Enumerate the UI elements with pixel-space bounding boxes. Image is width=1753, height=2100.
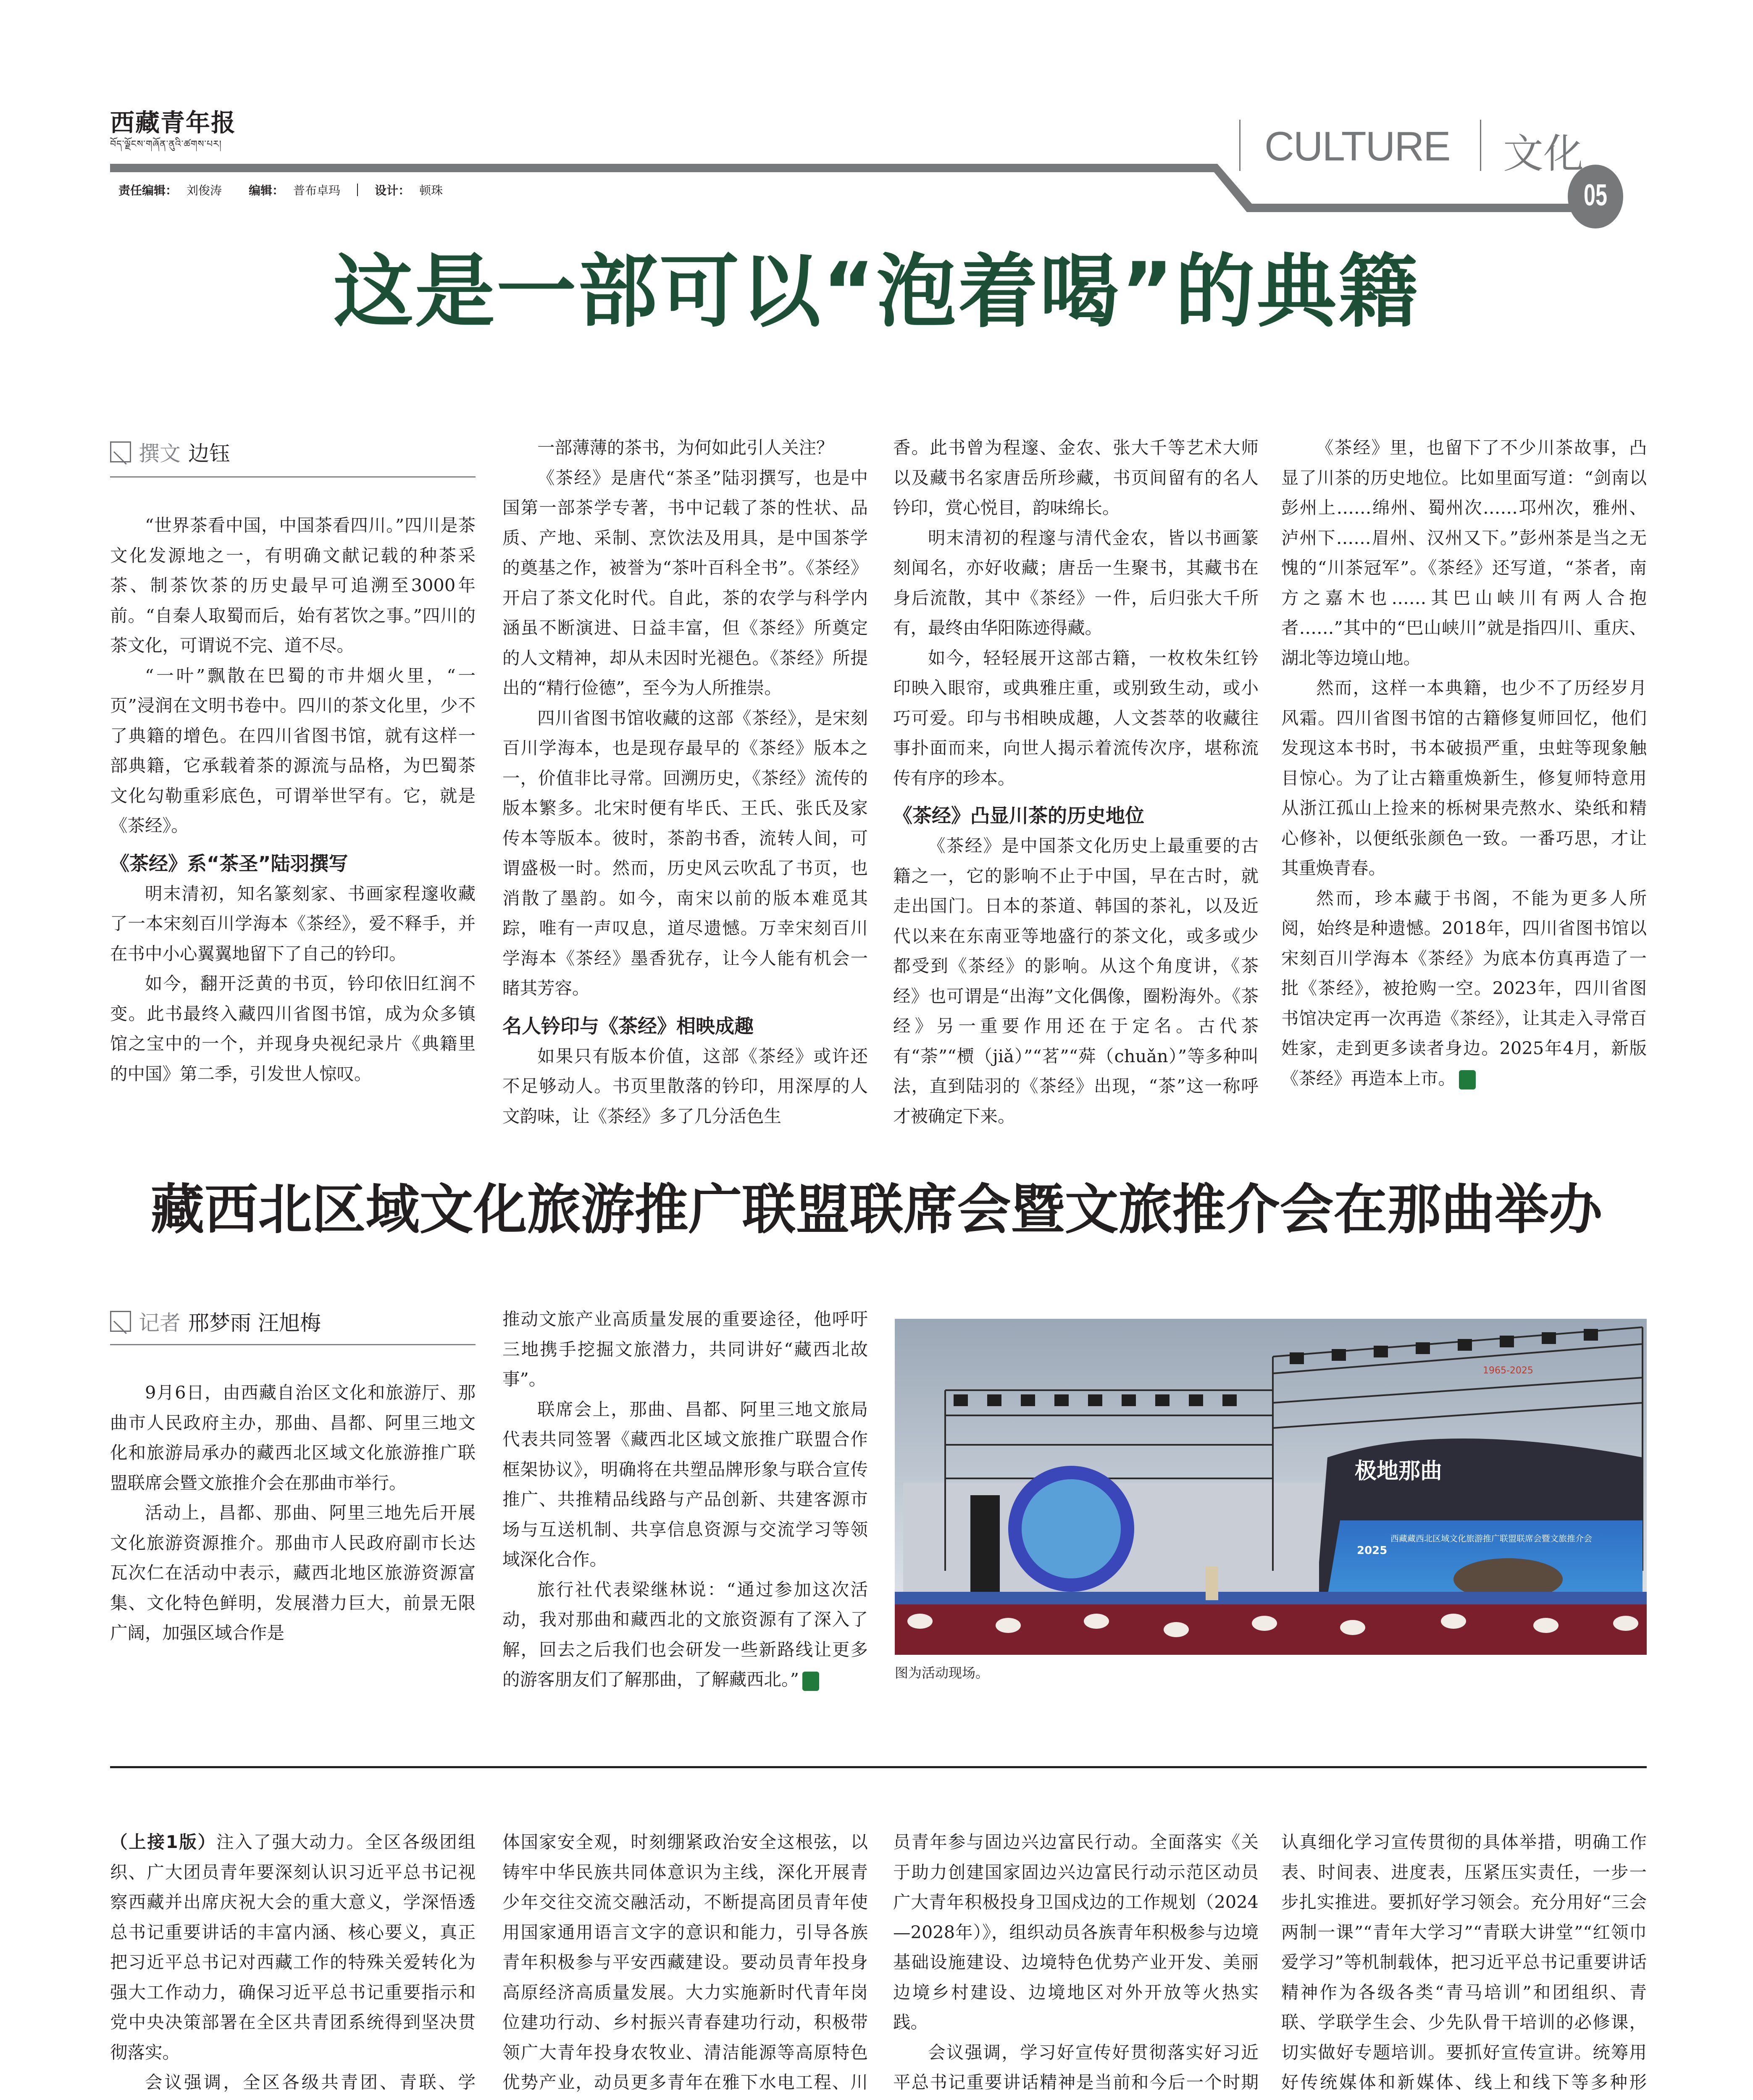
byline-rule xyxy=(110,1344,476,1345)
byline-author: 邢梦雨 汪旭梅 xyxy=(188,1311,321,1335)
article1-byline xyxy=(110,437,476,467)
paragraph xyxy=(502,1304,868,1394)
paragraph-text: 明末清初，知名篆刻家、书画家程邃收藏了一本宋刻百川学海本《茶经》，爱不释手，并在书中小心翼翼地留下了自己的钤印。 xyxy=(110,883,476,964)
paragraph xyxy=(502,1041,868,1131)
section-divider-left xyxy=(1239,120,1241,171)
article1-byline-block xyxy=(110,437,476,478)
section-subheading: 《茶经》系“茶圣”陆羽撰写 xyxy=(110,852,348,875)
paragraph xyxy=(502,703,868,1003)
continued-from-label: （上接1版） xyxy=(110,1832,216,1852)
paragraph xyxy=(110,1827,476,2067)
paragraph-text: 如今，翻开泛黄的书页，钤印依旧红润不变。此书最终入藏四川省图书馆，成为众多镇馆之宝中的一个，并现身央视纪录片《典籍里的中国》第二季，引发世人惊叹。 xyxy=(110,973,476,1084)
paragraph-text: 《茶经》是中国茶文化历史上最重要的古籍之一，它的影响不止于中国，早在古时，就走出国门。日本的茶道、韩国的茶礼，以及近代以来在东南亚等地盛行的茶文化，或多或少都受到《茶经》的影响。从这个角度讲，《茶经》也可谓是“出海”文化偶像，圈粉海外。《茶经》另一重要作用还在于定名。古代茶有“荼”“槚（jiǎ）”“茗”“荈（chuǎn）”等多种叫法，直到陆羽的《茶经》出现，“茶”这一称呼才被确定下来。 xyxy=(893,835,1259,1126)
paragraph xyxy=(110,1378,476,1498)
paragraph xyxy=(110,2067,476,2100)
article3-column xyxy=(1281,1827,1647,2100)
paragraph-text: 注入了强大动力。全区各级团组织、广大团员青年要深刻认识习近平总书记视察西藏并出席庆祝大会的重大意义，学深悟透总书记重要讲话的丰富内涵、核心要义，真正把习近平总书记对西藏工作的特殊关爱转化为强大工作动力，确保习近平总书记重要指示和党中央决策部署在全区共青团系统得到坚决贯彻落实。 xyxy=(110,1832,476,2063)
paragraph-text: 旅行社代表梁继林说：“通过参加这次活动，我对那曲和藏西北的文旅资源有了深入了解，回去之后我们也会研发一些新路线让更多的游客朋友们了解那曲，了解藏西北。” xyxy=(502,1579,868,1690)
paragraph-text: 明末清初的程邃与清代金农，皆以书画篆刻闻名，亦好收藏；唐岳一生聚书，其藏书在身后流散，其中《茶经》一件，后归张大千所有，最终由华阳陈迹得藏。 xyxy=(893,527,1259,638)
credit-name: 刘俊涛 xyxy=(187,184,222,197)
article2-column xyxy=(110,1378,476,1648)
article2-column xyxy=(502,1304,868,1695)
paragraph-text: 活动上，昌都、那曲、阿里三地先后开展文化旅游资源推介。那曲市人民政府副市长达瓦次仁在活动中表示，藏西北地区旅游资源富集、文化特色鲜明，发展潜力巨大，前景无限广阔，加强区域合作是 xyxy=(110,1502,476,1643)
article2-headline: 藏西北区域文化旅游推广联盟联席会暨文旅推介会在那曲举办 xyxy=(150,1178,1603,1241)
photo-caption: 图为活动现场。 xyxy=(895,1665,989,1681)
paragraph xyxy=(502,1575,868,1695)
paragraph xyxy=(893,523,1259,643)
paragraph xyxy=(502,1394,868,1575)
paragraph-text: 一部薄薄的茶书，为何如此引人关注？ xyxy=(537,437,834,458)
article3-column xyxy=(110,1827,476,2100)
article1-column xyxy=(1281,433,1647,1093)
paragraph-text: 会议强调，全区各级共青团、青联、学 xyxy=(145,2072,476,2092)
section-subheading: 《茶经》凸显川茶的历史地位 xyxy=(893,804,1144,827)
paragraph-text: 9月6日，由西藏自治区文化和旅游厅、那曲市人民政府主办，那曲、昌都、阿里三地文化和旅游局承办的藏西北区域文化旅游推广联盟联席会暨文旅推介会在那曲市举行。 xyxy=(110,1382,476,1493)
paragraph-text: 推动文旅产业高质量发展的重要途径，他呼吁三地携手挖掘文旅潜力，共同讲好“藏西北故事”。 xyxy=(502,1309,868,1389)
paragraph-text: 员青年参与固边兴边富民行动。全面落实《关于助力创建国家固边兴边富民行动示范区动员广大青年积极投身卫国戍边的工作规划（2024—2028年）》，组织动员各族青年积极参与边境基础设施建设、边境特色优势产业开发、美丽边境乡村建设、边境地区对外开放等火热实践。 xyxy=(893,1832,1259,2032)
stage-sign-text: 极地那曲 xyxy=(1355,1459,1443,1484)
article3-column xyxy=(893,1827,1259,2100)
paragraph xyxy=(110,1498,476,1648)
section-divider-mid xyxy=(1480,120,1481,171)
paragraph-text: 认真细化学习宣传贯彻的具体举措，明确工作表、时间表、进度表，压紧压实责任，一步一步扎实推进。要抓好学习领会。充分用好“三会两制一课”“青年大学习”“青联大讲堂”“红领巾爱学习”等机制载体，把习近平总书记重要讲话精神作为各级各类“青马培训”和团组织、青联、学联学生会、少先队骨干培训的必修课，切实做好专题培训。要抓好宣传宣讲。统筹用好传统媒体和新媒体、线上和线下等多种形 xyxy=(1281,1832,1647,2092)
paragraph xyxy=(110,969,476,1089)
end-mark-icon: 青 xyxy=(802,1672,819,1691)
article1-column xyxy=(110,510,476,1089)
pen-box-icon xyxy=(110,1311,131,1332)
event-photo xyxy=(895,1319,1647,1655)
article1-column xyxy=(893,433,1259,1131)
paragraph-text: “一叶”飘散在巴蜀的市井烟火里，“一页”浸润在文明书卷中。四川的茶文化里，少不了典籍的增色。在四川省图书馆，就有这样一部典籍，它承载着茶的源流与品格，为巴蜀茶文化勾勒重彩底色，可谓举世罕有。它，就是《茶经》。 xyxy=(110,665,476,836)
credit-separator xyxy=(357,184,358,196)
byline-role: 撰文 xyxy=(139,441,181,466)
paragraph xyxy=(110,510,476,661)
paragraph-text: 然而，这样一本典籍，也少不了历经岁月风霜。四川省图书馆的古籍修复师回忆，他们发现这本书时，书本破损严重，虫蛀等现象触目惊心。为了让古籍重焕新生，修复师特意用从浙江孤山上捡来的栎树果壳熬水、染纸和精心修补，以便纸张颜色一致。一番巧思，才让其重焕青春。 xyxy=(1281,677,1647,878)
paragraph-text: 四川省图书馆收藏的这部《茶经》，是宋刻百川学海本，也是现存最早的《茶经》版本之一，价值非比寻常。回溯历史，《茶经》流传的版本繁多。北宋时便有毕氏、王氏、张氏及家传本等版本。彼时，茶韵书香，流转人间，可谓盛极一时。然而，历史风云吹乱了书页，也消散了墨韵。如今，南宋以前的版本难觅其踪，唯有一声叹息，道尽遗憾。万幸宋刻百川学海本《茶经》墨香犹存，让今人能有机会一睹其芳容。 xyxy=(502,707,868,998)
byline-role: 记者 xyxy=(139,1311,181,1335)
credit-name: 顿珠 xyxy=(419,184,443,197)
paragraph xyxy=(893,433,1259,523)
credit-label: 编辑： xyxy=(249,184,284,197)
paragraph-text: 《茶经》是唐代“茶圣”陆羽撰写，也是中国第一部茶学专著，书中记载了茶的性状、品质、产地、采制、烹饮法及用具，是中国茶学的奠基之作，被誉为“茶叶百科全书”。《茶经》开启了茶文化时代。自此，茶的农学与科学内涵虽不断演进、日益丰富，但《茶经》所奠定的人文精神，却从未因时光褪色。《茶经》所提出的“精行俭德”，至今为人所推崇。 xyxy=(502,467,868,698)
paragraph xyxy=(893,831,1259,1131)
event-photo-illustration xyxy=(895,1319,1647,1655)
paragraph xyxy=(1281,673,1647,883)
byline-rule xyxy=(110,476,476,478)
logo-years: 1965-2025 xyxy=(1483,1365,1533,1376)
paragraph-text: 《茶经》里，也留下了不少川茶故事，凸显了川茶的历史地位。比如里面写道：“剑南以彭州上……绵州、蜀州次……邛州次，雅州、泸州下……眉州、汉州又下。”彭州茶是当之无愧的“川茶冠军”。《茶经》还写道，“茶者，南方之嘉木也……其巴山峡川有两人合抱者……”其中的“巴山峡川”就是指四川、重庆、湖北等边境山地。 xyxy=(1281,437,1647,668)
paper-name: 西藏青年报 xyxy=(110,108,237,137)
paragraph-text: 如果只有版本价值，这部《茶经》或许还不足够动人。书页里散落的钤印，用深厚的人文韵味，让《茶经》多了几分活色生 xyxy=(502,1045,868,1126)
banner-title: 西藏藏西北区域文化旅游推广联盟联席会暨文旅推介会 xyxy=(1390,1533,1592,1544)
page-number: 05 xyxy=(1583,178,1608,212)
section-subheading: 名人钤印与《茶经》相映成趣 xyxy=(502,1014,754,1037)
paragraph xyxy=(110,661,476,841)
article2-byline-block xyxy=(110,1306,476,1345)
article2-byline xyxy=(110,1306,476,1336)
header-rail xyxy=(0,0,1753,252)
end-mark-icon: 青 xyxy=(1459,1070,1476,1089)
paragraph xyxy=(1281,433,1647,673)
paragraph xyxy=(502,433,868,463)
banner-year: 2025 xyxy=(1357,1544,1388,1557)
article3-column xyxy=(502,1827,868,2100)
byline-author: 边钰 xyxy=(188,441,230,466)
paragraph-text: 然而，珍本藏于书阁，不能为更多人所阅，始终是种遗憾。2018年，四川省图书馆以宋刻百川学海本《茶经》为底本仿真再造了一批《茶经》，被抢购一空。2023年，四川省图书馆决定再一次再造《茶经》，让其走入寻常百姓家，走到更多读者身边。2025年4月，新版《茶经》再造本上市。 xyxy=(1281,887,1647,1089)
section-label-cn: 文化 xyxy=(1503,130,1584,177)
paragraph xyxy=(1281,883,1647,1094)
paragraph xyxy=(893,643,1259,793)
paragraph-text: 如今，轻轻展开这部古籍，一枚枚朱红钤印映入眼帘，或典雅庄重，或别致生动，或小巧可爱。印与书相映成趣，人文荟萃的收藏往事扑面而来，向世人揭示着流传次序，堪称流传有序的珍本。 xyxy=(893,647,1259,788)
section-divider xyxy=(110,1766,1647,1768)
paragraph-text: 体国家安全观，时刻绷紧政治安全这根弦，以铸牢中华民族共同体意识为主线，深化开展青少年交往交流交融活动，不断提高团员青年使用国家通用语言文字的意识和能力，引导各族青年积极参与平安西藏建设。要动员青年投身高原经济高质量发展。大力实施新时代青年岗位建功行动、乡村振兴青春建功行动，积极带领广大青年投身农牧业、清洁能源等高原特色优势产业，动员更多青年在雅下水电工程、川 xyxy=(502,1832,868,2092)
paragraph-text: 联席会上，那曲、昌都、阿里三地文旅局代表共同签署《藏西北区域文旅推广联盟合作框架协议》，明确将在共塑品牌形象与联合宣传推广、共推精品线路与产品创新、共建客源市场与互送机制、共享信息资源与交流学习等领域深化合作。 xyxy=(502,1399,868,1570)
editor-credits xyxy=(118,181,443,198)
paragraph xyxy=(1281,1827,1647,2100)
paragraph xyxy=(502,1827,868,2100)
paragraph xyxy=(893,2037,1259,2100)
paragraph-text: “世界茶看中国，中国茶看四川。”四川是茶文化发源地之一，有明确文献记载的种茶采茶、制茶饮茶的历史最早可追溯至3000年前。“自秦人取蜀而后，始有茗饮之事。”四川的茶文化，可谓说不完、道不尽。 xyxy=(110,515,476,656)
article1-headline: 这是一部可以“泡着喝”的典籍 xyxy=(333,245,1420,338)
credit-name: 普布卓玛 xyxy=(293,184,341,197)
credit-label: 责任编辑： xyxy=(118,184,178,197)
credit-label: 设计： xyxy=(375,184,410,197)
paragraph xyxy=(110,879,476,969)
paper-name-tibetan: བོད་ལྗོངས་གཞོན་ནུའི་ཚགས་པར། xyxy=(110,139,222,150)
paragraph-text: 会议强调，学习好宣传好贯彻落实好习近平总书记重要讲话精神是当前和今后一个时期 xyxy=(893,2042,1259,2092)
paragraph xyxy=(502,463,868,703)
pen-box-icon xyxy=(110,441,131,462)
section-label-en: CULTURE xyxy=(1264,123,1450,169)
paragraph xyxy=(893,1827,1259,2037)
paragraph-text: 香。此书曾为程邃、金农、张大千等艺术大师以及藏书名家唐岳所珍藏，书页间留有的名人钤印，赏心悦目，韵味绵长。 xyxy=(893,437,1259,518)
article1-column xyxy=(502,433,868,1131)
